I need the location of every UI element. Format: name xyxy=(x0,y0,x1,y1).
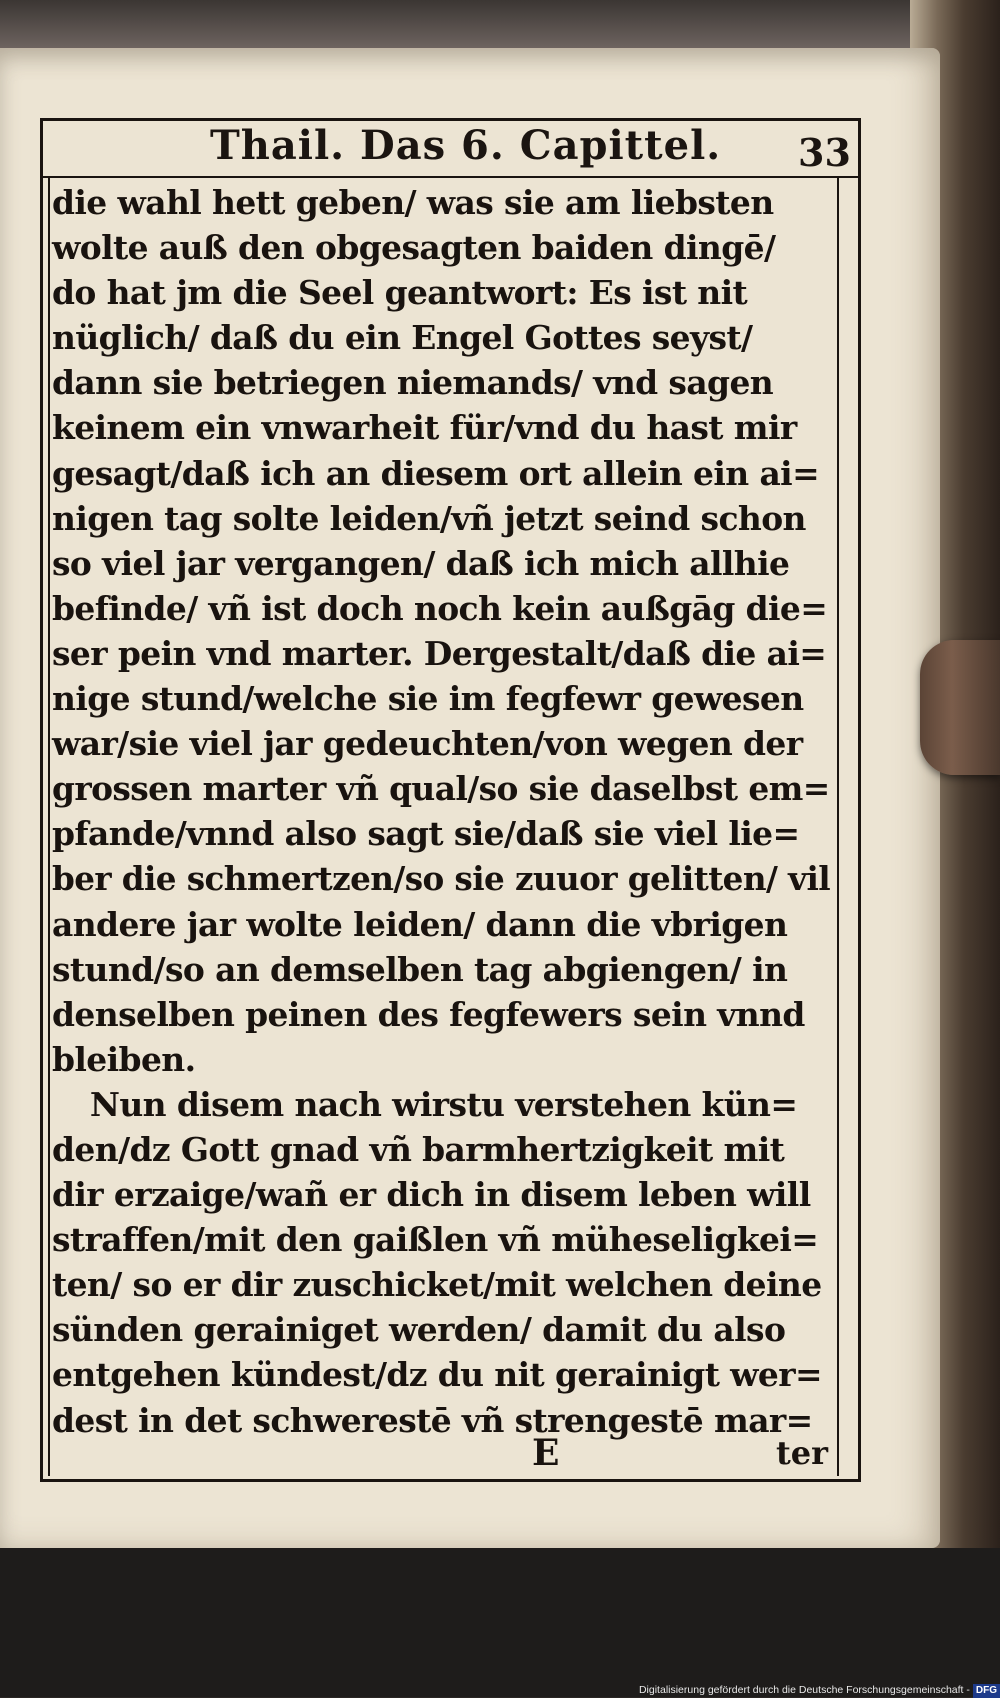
text-line: bleiben. xyxy=(52,1039,196,1079)
text-line: wolte auß den obgesagten baiden dingē/ xyxy=(52,228,776,268)
text-line: stund/so an demselben tag abgiengen/ in xyxy=(52,949,788,989)
text-line: ber die schmertzen/so sie zuuor gelitten/ vil xyxy=(52,859,831,899)
inner-rule-left xyxy=(48,178,50,1476)
dfg-logo: DFG xyxy=(973,1684,1000,1698)
text-line: befinde/ vñ ist doch noch kein außgāg die= xyxy=(52,588,828,628)
credit-text: Digitalisierung gefördert durch die Deutsche Forschungsgemeinschaft - xyxy=(638,1684,970,1696)
header-rule xyxy=(40,176,860,178)
text-line: andere jar wolte leiden/ dann die vbrigen xyxy=(52,904,788,944)
signature-mark: E xyxy=(532,1432,560,1474)
page-number: 33 xyxy=(798,130,851,175)
text-line: nige stund/welche sie im fegfewr gewesen xyxy=(52,679,804,719)
running-head: Thail. Das 6. Capittel. xyxy=(210,122,722,169)
text-line: dann sie betriegen niemands/ vnd sagen xyxy=(52,363,774,403)
text-line: so viel jar vergangen/ daß ich mich allhie xyxy=(52,543,790,583)
text-line: war/sie viel jar gedeuchten/von wegen der xyxy=(52,724,803,764)
text-line: entgehen kündest/dz du nit gerainigt wer= xyxy=(52,1355,822,1395)
text-line: nüglich/ daß du ein Engel Gottes seyst/ xyxy=(52,318,753,358)
text-line: Nun disem nach wirstu verstehen kün= xyxy=(89,1084,798,1124)
text-line: dest in det schwerestē vñ strengestē mar= xyxy=(52,1400,813,1440)
bookmark-tab xyxy=(920,640,1000,775)
catchword-row xyxy=(52,1432,832,1478)
digitization-credit xyxy=(600,1683,1000,1697)
text-line: ser pein vnd marter. Dergestalt/daß die ai= xyxy=(52,633,827,673)
text-line: pfande/vnnd also sagt sie/daß sie viel lie= xyxy=(52,814,800,854)
text-line: denselben peinen des fegfewers sein vnnd xyxy=(52,994,805,1034)
scan-background xyxy=(0,1548,1000,1697)
text-line: dir erzaige/wañ er dich in disem leben will xyxy=(52,1175,811,1215)
text-line: straffen/mit den gaißlen vñ müheseligkei= xyxy=(52,1220,819,1260)
text-block xyxy=(52,180,832,1443)
text-line: grossen marter vñ qual/so sie daselbst em= xyxy=(52,769,830,809)
text-line: ten/ so er dir zuschicket/mit welchen deine xyxy=(52,1265,822,1305)
text-line: keinem ein vnwarheit für/vnd du hast mir xyxy=(52,408,797,448)
text-line: die wahl hett geben/ was sie am liebsten xyxy=(52,183,774,222)
text-line: do hat jm die Seel geantwort: Es ist nit xyxy=(52,273,748,313)
inner-rule-right xyxy=(837,178,839,1476)
text-line: sünden gerainiget werden/ damit du also xyxy=(52,1310,786,1350)
text-line: nigen tag solte leiden/vñ jetzt seind schon xyxy=(52,498,806,538)
catchword: ter xyxy=(776,1434,828,1472)
text-line: den/dz Gott gnad vñ barmhertzigkeit mit xyxy=(52,1129,785,1169)
text-line: gesagt/daß ich an diesem ort allein ein ai= xyxy=(52,453,820,493)
